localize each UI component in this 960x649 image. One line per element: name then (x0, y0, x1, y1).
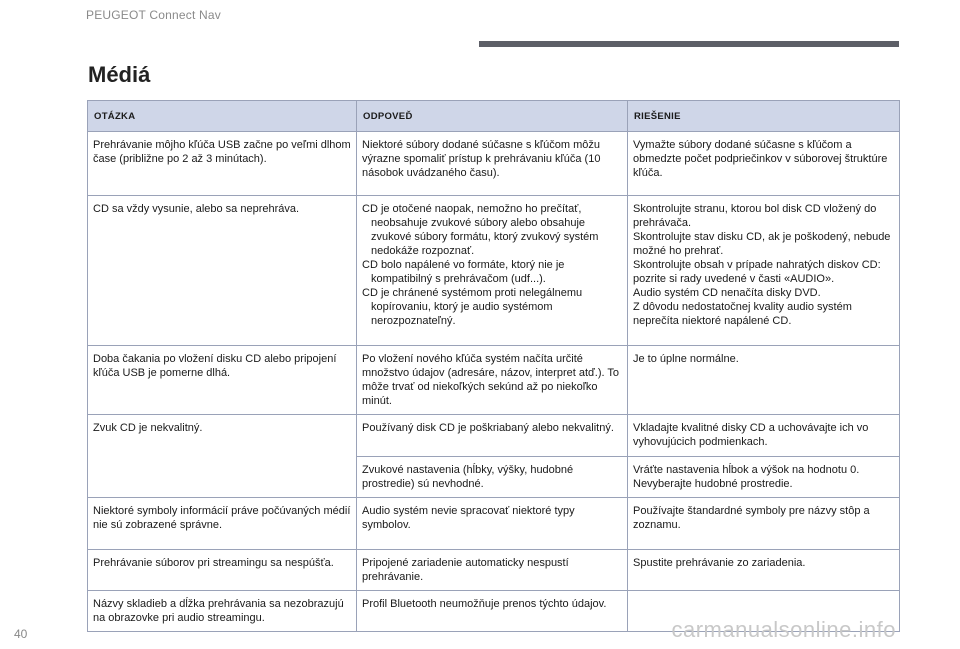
faq-table (87, 100, 900, 632)
cell-line: Skontrolujte stranu, ktorou bol disk CD vložený do prehrávača. (633, 203, 877, 229)
table-row (88, 132, 900, 196)
question-cell: Prehrávanie môjho kľúča USB začne po veľmi dlhom čase (približne po 2 až 3 minútach). (88, 132, 357, 196)
solution-cell: Je to úplne normálne. (628, 346, 900, 415)
answer-cell: Používaný disk CD je poškriabaný alebo nekvalitný. (357, 415, 628, 457)
page-number: 40 (14, 627, 28, 641)
question-cell: Prehrávanie súborov pri streamingu sa nespúšťa. (88, 550, 357, 591)
column-header-answer: ODPOVEĎ (357, 101, 628, 132)
solution-cell: Spustite prehrávanie zo zariadenia. (628, 550, 900, 591)
cell-line: CD bolo napálené vo formáte, ktorý nie je kompatibilný s prehrávačom (udf...). (362, 259, 565, 285)
solution-cell: Vkladajte kvalitné disky CD a uchovávajte ich vo vyhovujúcich podmienkach. (628, 415, 900, 457)
question-cell (88, 457, 357, 498)
answer-cell: Zvukové nastavenia (hĺbky, výšky, hudobné prostredie) sú nevhodné. (357, 457, 628, 498)
column-header-solution: RIEŠENIE (628, 101, 900, 132)
question-cell: Názvy skladieb a dĺžka prehrávania sa nezobrazujú na obrazovke pri audio streamingu. (88, 591, 357, 632)
cell-line: Audio systém CD nenačíta disky DVD. (633, 287, 821, 299)
faq-table-container (87, 100, 899, 632)
answer-cell: Audio systém nevie spracovať niektoré typy symbolov. (357, 498, 628, 550)
header-brand: PEUGEOT Connect Nav (86, 8, 221, 22)
page-title: Médiá (88, 62, 151, 87)
cell-line: Z dôvodu nedostatočnej kvality audio systém neprečíta niektoré napálené CD. (633, 301, 852, 327)
solution-cell: Vráťte nastavenia hĺbok a výšok na hodnotu 0. Nevyberajte hudobné prostredie. (628, 457, 900, 498)
cell-line: Skontrolujte stav disku CD, ak je poškodený, nebude možné ho prehrať. (633, 231, 891, 257)
cell-line: CD je chránené systémom proti nelegálnemu kopírovaniu, ktorý je audio systémom nerozpoznateľný. (362, 287, 583, 327)
watermark: carmanualsonline.info (671, 617, 896, 642)
cell-line: CD je otočené naopak, nemožno ho prečítať, neobsahuje zvukové súbory alebo obsahuje zvukové súbory formátu, ktorý zvukový systém nedokáže rozpoznať. (362, 203, 599, 257)
question-cell: Niektoré symboly informácií práve počúvaných médií nie sú zobrazené správne. (88, 498, 357, 550)
table-row (88, 498, 900, 550)
answer-cell: Niektoré súbory dodané súčasne s kľúčom môžu výrazne spomaliť prístup k prehrávaniu kľúča (10 násobok uvádzaného času). (357, 132, 628, 196)
table-header-row (88, 101, 900, 132)
header-rule (479, 41, 899, 47)
solution-cell: Používajte štandardné symboly pre názvy stôp a zoznamu. (628, 498, 900, 550)
question-cell: Zvuk CD je nekvalitný. (88, 415, 357, 457)
solution-cell: Vymažte súbory dodané súčasne s kľúčom a obmedzte počet podpriečinkov v súborovej štruktúre kľúča. (628, 132, 900, 196)
answer-cell: Pripojené zariadenie automaticky nespustí prehrávanie. (357, 550, 628, 591)
solution-cell (628, 196, 900, 346)
table-row (88, 346, 900, 415)
answer-cell (357, 196, 628, 346)
table-row (88, 415, 900, 457)
answer-cell: Po vložení nového kľúča systém načíta určité množstvo údajov (adresáre, názov, interpret atď.). To môže trvať od niekoľkých sekúnd až po niekoľko minút. (357, 346, 628, 415)
question-cell: CD sa vždy vysunie, alebo sa neprehráva. (88, 196, 357, 346)
cell-line: Skontrolujte obsah v prípade nahratých diskov CD: pozrite si rady uvedené v časti «AUDIO». (633, 259, 881, 285)
table-row (88, 196, 900, 346)
table-row (88, 550, 900, 591)
answer-cell: Profil Bluetooth neumožňuje prenos týchto údajov. (357, 591, 628, 632)
question-cell: Doba čakania po vložení disku CD alebo pripojení kľúča USB je pomerne dlhá. (88, 346, 357, 415)
table-row (88, 457, 900, 498)
column-header-question: OTÁZKA (88, 101, 357, 132)
